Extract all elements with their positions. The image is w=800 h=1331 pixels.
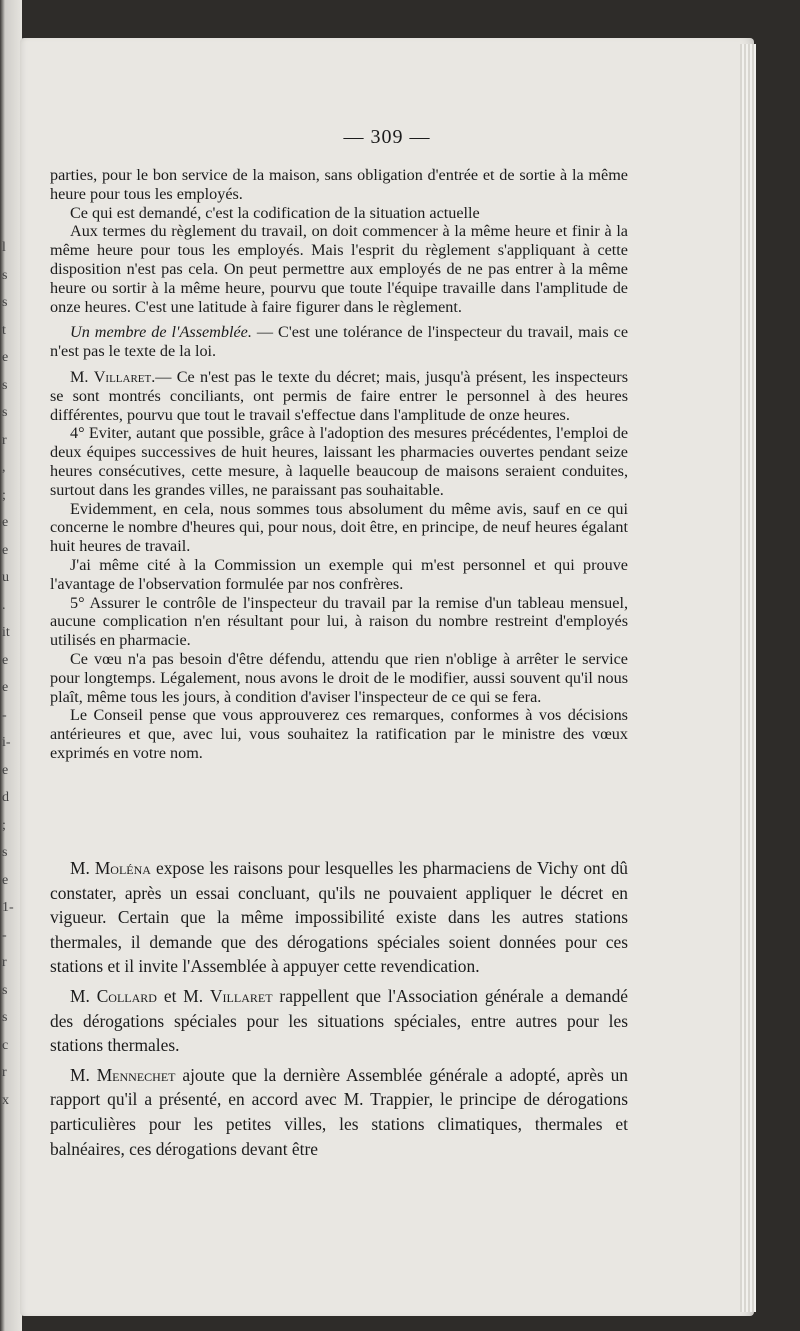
margin-letter: e <box>2 653 9 668</box>
paragraph-text: ajoute que la dernière Assemblée générale a adopté, après un rapport qu'il a présenté, en accord avec M. Trappier, le principe de dérogations particulières pour les petites villes, les stations climatiques, thermales et balnéaires, ces dérogations devant être <box>50 1064 628 1159</box>
speaker-prefix: M. <box>70 985 97 1006</box>
paragraph: Aux termes du règlement du travail, on doit commencer à la même heure et finir à la même heure pour tous les employés. Mais l'esprit du règlement s'appliquant à cette disposition n'est pas cela. On peut permettre aux employés de ne pas entrer à la même heure ou sortir à la même heure, pourvu que toute l'équipe travaille dans l'amplitude de onze heures. C'est une latitude à faire figurer dans le règlement. <box>50 222 628 316</box>
margin-letter: e <box>2 763 9 778</box>
margin-letter: - <box>2 708 7 723</box>
paragraph: J'ai même cité à la Commission un exemple qui m'est personnel et qui prouve l'avantage de l'observation formulée par nos confrères. <box>50 555 628 593</box>
speaker: Un membre de l'Assemblée. <box>70 323 252 342</box>
text-block-upper <box>50 166 628 763</box>
margin-letter: s <box>2 405 8 420</box>
margin-letter: e <box>2 350 9 365</box>
paragraph: Le Conseil pense que vous approuverez ces remarques, conformes à vos décisions antérieures et que, avec lui, vous souhaitez la ratification par le ministre des vœux exprimés en votre nom. <box>50 706 628 762</box>
paragraph: 4° Eviter, autant que possible, grâce à l'adoption des mesures précédentes, l'emploi de deux équipes successives de huit heures, laissant les pharmacies ouvertes pendant seize heures consécutives, cette mesure, à laquelle beaucoup de maisons seraient conduites, surtout dans les grandes villes, ne paraissant pas souhaitable. <box>50 424 628 499</box>
margin-letter: s <box>2 268 8 283</box>
speaker: Collard <box>96 985 157 1006</box>
book-page <box>20 38 754 1316</box>
paragraph-text: .— Ce n'est pas le texte du décret; mais, jusqu'à présent, les inspecteurs se sont montrés conciliants, ont permis de faire entrer le personnel à des heures différentes, pourvu que tout le travail s'effectue dans l'amplitude de onze heures. <box>50 367 628 424</box>
paragraph: Ce qui est demandé, c'est la codification de la situation actuelle <box>70 203 480 222</box>
speaker-prefix: M. <box>70 858 95 878</box>
margin-letter: it <box>2 625 10 640</box>
margin-letter: c <box>2 1038 9 1053</box>
speaker-joiner: et M. <box>156 985 210 1006</box>
page-stack-edge <box>740 44 756 1312</box>
text-block-lower <box>50 856 628 1161</box>
paragraph: Ce vœu n'a pas besoin d'être défendu, attendu que rien n'oblige à arrêter le service pour longtemps. Légalement, nous avons le droit de le modifier, aussi souvent qu'il nous plaît, même tous les jours, à condition d'aviser l'inspecteur de ce qui se fera. <box>50 649 628 706</box>
margin-letter: e <box>2 543 9 558</box>
margin-letter: t <box>2 323 6 338</box>
margin-letter: l <box>2 240 6 255</box>
margin-letter: e <box>2 873 9 888</box>
margin-letter: s <box>2 1010 8 1025</box>
paragraph: 5° Assurer le contrôle de l'inspecteur du travail par la remise d'un tableau mensuel, aucune complication n'en résultant pour lui, à raison du nombre restreint d'employés utilisés en pharmacie. <box>50 593 628 650</box>
paragraph <box>50 323 628 361</box>
speaker: Moléna <box>94 858 151 878</box>
margin-letter: ; <box>2 488 6 503</box>
margin-letter: s <box>2 378 8 393</box>
margin-letter: s <box>2 983 8 998</box>
margin-letter: ; <box>2 818 6 833</box>
speaker-prefix: M. <box>70 1064 97 1085</box>
margin-letter: r <box>2 433 7 448</box>
paragraph-text: — C'est une tolérance de l'inspecteur du travail, mais ce n'est pas le texte de la loi. <box>50 323 629 361</box>
margin-letter: . <box>2 598 6 613</box>
margin-letter: i- <box>2 735 11 750</box>
margin-letter: e <box>2 680 9 695</box>
margin-letter: s <box>2 845 8 860</box>
paragraph-text: expose les raisons pour lesquelles les pharmaciens de Vichy ont dû constater, après un essai concluant, qu'ils ne pouvaient appliquer le décret en vigueur. Certain que la même impossibilité existe dans les autres stations thermales, il demande que des dérogations spéciales soient données pour ces stations et il invite l'Assemblée à appuyer cette revendication. <box>50 858 628 977</box>
paragraph <box>50 1063 628 1161</box>
margin-letter: u <box>2 570 9 585</box>
page-number: — 309 — <box>343 126 431 148</box>
paragraph <box>50 856 628 979</box>
margin-letter: x <box>2 1093 9 1108</box>
speaker: Mennechet <box>96 1064 176 1085</box>
paragraph <box>50 984 628 1058</box>
paragraph <box>50 368 628 424</box>
margin-letter: d <box>2 790 9 805</box>
margin-letter: s <box>2 295 8 310</box>
margin-letter: , <box>2 460 6 475</box>
paragraph: Evidemment, en cela, nous sommes tous absolument du même avis, sauf en ce qui concerne le nombre d'heures qui, pour nous, doit être, en principe, de neuf heures égalant huit heures de travail. <box>50 499 628 556</box>
speaker: Villaret <box>93 367 152 386</box>
margin-letter: - <box>2 928 7 943</box>
paragraph: parties, pour le bon service de la maison, sans obligation d'entrée et de sortie à la même heure pour tous les employés. <box>50 166 628 203</box>
margin-letter: e <box>2 515 9 530</box>
paragraph-text: rappellent que l'Association générale a demandé des dérogations spéciales pour les situations spéciales, entre autres pour les stations thermales. <box>50 985 628 1056</box>
speaker-prefix: M. <box>70 367 94 386</box>
speaker: Villaret <box>210 985 273 1006</box>
margin-letter: r <box>2 955 7 970</box>
margin-letter: r <box>2 1065 7 1080</box>
margin-letter: 1- <box>2 900 14 915</box>
